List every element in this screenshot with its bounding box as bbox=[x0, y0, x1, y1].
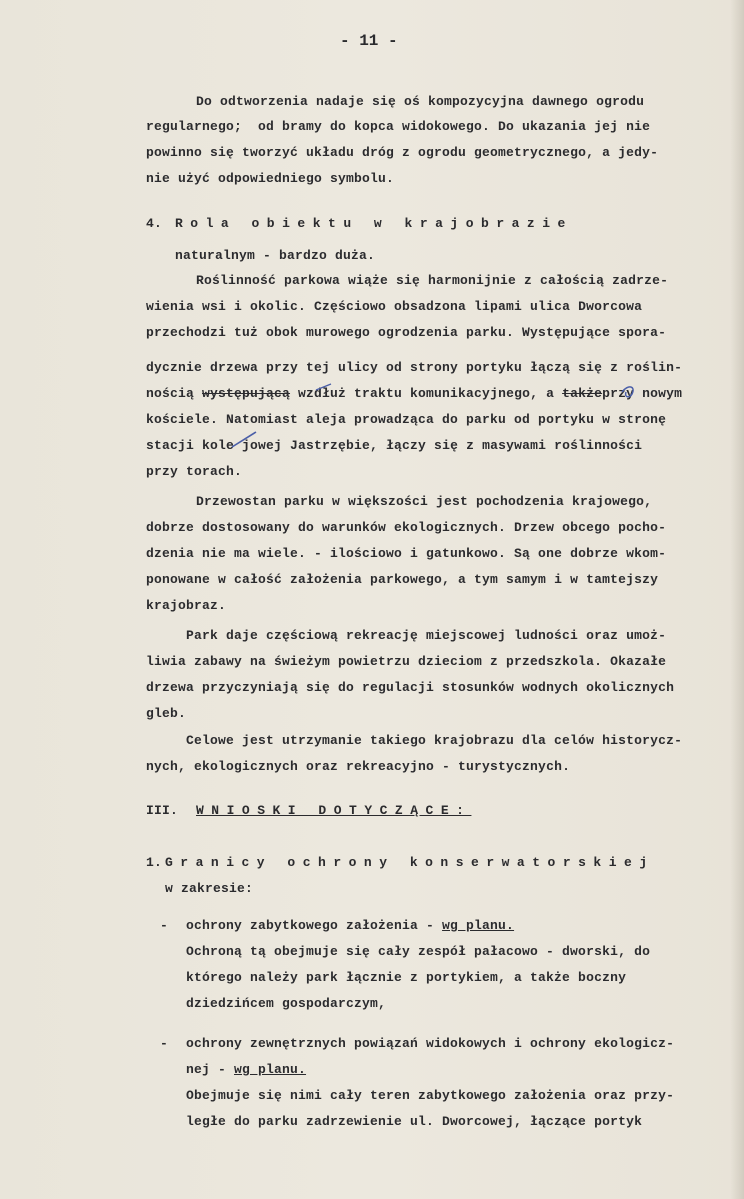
text-line: dycznie drzewa przy tej ulicy od strony portyku łączą się z roślin- bbox=[146, 360, 683, 375]
text-segment: nością bbox=[146, 386, 203, 401]
text-line: wienia wsi i okolic. Częściowo obsadzona lipami ulica Dworcowa bbox=[146, 299, 643, 314]
section-heading: WNIOSKI DOTYCZĄCE: bbox=[196, 803, 472, 818]
text-line: Roślinność parkowa wiąże się harmonijnie z całością zadrze- bbox=[196, 273, 669, 288]
page-number: - 11 - bbox=[340, 32, 398, 50]
subsection-heading: Granicy ochrony konserwatorskiej bbox=[165, 855, 655, 870]
text-line: powinno się tworzyć układu dróg z ogrodu geometrycznego, a jedy- bbox=[146, 145, 659, 160]
struck-word: występującą bbox=[202, 386, 291, 401]
text-line: naturalnym - bardzo duża. bbox=[175, 248, 376, 263]
text-line: kościele. Natomiast aleja prowadząca do parku od portyku w stronę bbox=[146, 412, 667, 427]
bullet-line: ochrony zewnętrznych powiązań widokowych i ochrony ekologicz- bbox=[186, 1036, 675, 1051]
text-line: ponowane w całość założenia parkowego, a tym samym i w tamtejszy bbox=[146, 572, 659, 587]
section-number: 4. bbox=[146, 216, 163, 231]
text-line: Celowe jest utrzymanie takiego krajobrazu dla celów historycz- bbox=[186, 733, 683, 748]
bullet-dash: - bbox=[160, 1036, 169, 1051]
text-line: ległe do parku zadrzewienie ul. Dworcowej, łączące portyk bbox=[186, 1114, 643, 1129]
text-line: nych, ekologicznych oraz rekreacyjno - turystycznych. bbox=[146, 759, 571, 774]
text-line: przechodzi tuż obok murowego ogrodzenia parku. Występujące spora- bbox=[146, 325, 667, 340]
section-number: III. bbox=[146, 803, 179, 818]
text-segment: stacji kole bbox=[146, 438, 235, 453]
pen-scribble-mark bbox=[622, 387, 633, 397]
pen-slash-mark bbox=[232, 432, 256, 447]
text-line: Park daje częściową rekreację miejscowej ludności oraz umoż- bbox=[186, 628, 667, 643]
text-line: nie użyć odpowiedniego symbolu. bbox=[146, 171, 395, 186]
text-segment: jowej Jastrzębie, łączy się z masywami roślinności bbox=[242, 438, 643, 453]
pen-tick-mark bbox=[316, 384, 331, 390]
text-line: drzewa przyczyniają się do regulacji stosunków wodnych okolicznych bbox=[146, 680, 675, 695]
text-line: przy torach. bbox=[146, 464, 243, 479]
subsection-number: 1. bbox=[146, 855, 163, 870]
underlined-term: wg planu. bbox=[234, 1062, 307, 1077]
text-line: Do odtworzenia nadaje się oś kompozycyjna dawnego ogrodu bbox=[196, 94, 645, 109]
text-segment: wzdłuż traktu komunikacyjnego, a bbox=[290, 386, 563, 401]
underlined-term: wg planu. bbox=[442, 918, 515, 933]
struck-word: także bbox=[562, 386, 603, 401]
text-segment: przy nowym bbox=[602, 386, 683, 401]
text-line: regularnego; od bramy do kopca widokowego. Do ukazania jej nie bbox=[146, 119, 651, 134]
text-line: dzenia nie ma wiele. - ilościowo i gatunkowo. Są one dobrze wkom- bbox=[146, 546, 667, 561]
text-line: dobrze dostosowany do warunków ekologicznych. Drzew obcego pocho- bbox=[146, 520, 667, 535]
text-line: w zakresie: bbox=[165, 881, 254, 896]
page-edge-shadow bbox=[730, 0, 744, 1199]
bullet-dash: - bbox=[160, 918, 169, 933]
text-line: którego należy park łącznie z portykiem, a także boczny bbox=[186, 970, 627, 985]
text-line: krajobraz. bbox=[146, 598, 227, 613]
text-segment: nej - bbox=[186, 1062, 235, 1077]
text-line: gleb. bbox=[146, 706, 187, 721]
section-heading: Rola obiektu w krajobrazie bbox=[175, 216, 573, 231]
text-segment: ochrony zabytkowego założenia - bbox=[186, 918, 443, 933]
text-line: dziedzińcem gospodarczym, bbox=[186, 996, 387, 1011]
text-line: Ochroną tą obejmuje się cały zespół pałacowo - dworski, do bbox=[186, 944, 651, 959]
text-line: Drzewostan parku w większości jest pochodzenia krajowego, bbox=[196, 494, 653, 509]
text-line: liwia zabawy na świeżym powietrzu dzieciom z przedszkola. Okazałe bbox=[146, 654, 667, 669]
text-line: Obejmuje się nimi cały teren zabytkowego założenia oraz przy- bbox=[186, 1088, 675, 1103]
